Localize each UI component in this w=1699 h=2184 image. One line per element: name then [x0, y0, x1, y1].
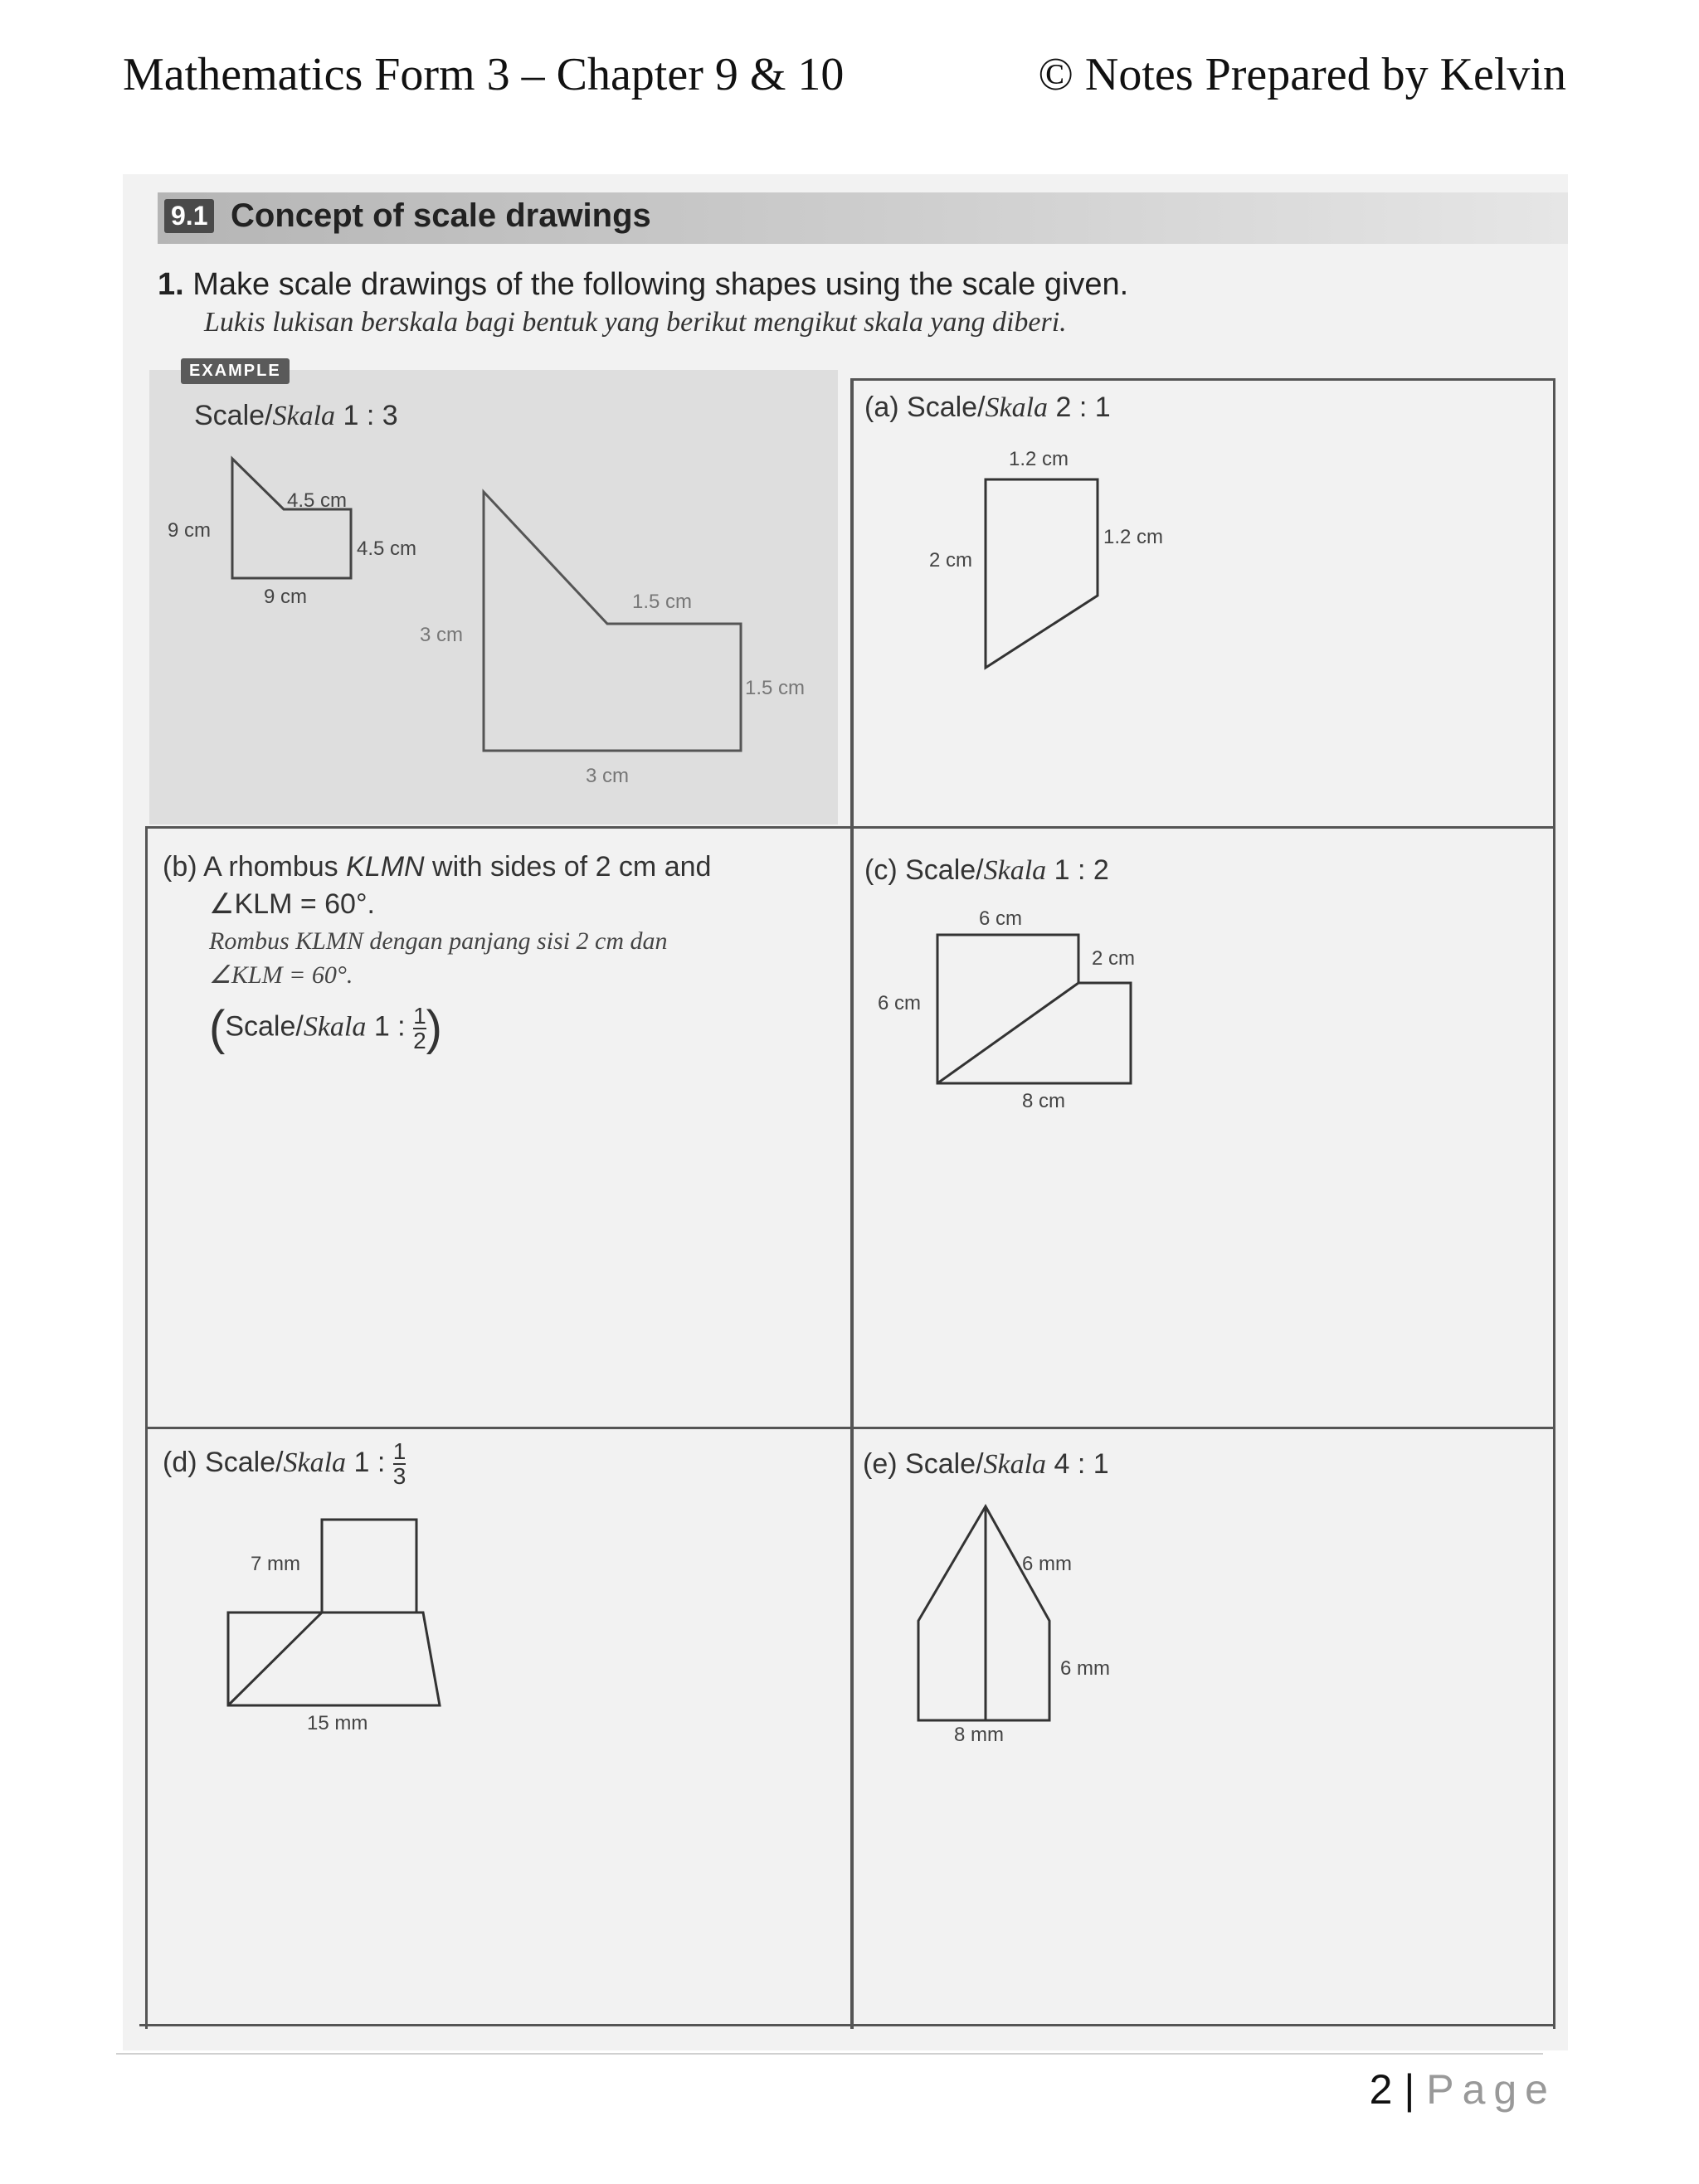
- part-a-top-dim: 1.2 cm: [1009, 448, 1069, 470]
- part-c-heading: (c) Scale/Skala 1 : 2: [864, 854, 1109, 886]
- example-drawn-right: 1.5 cm: [745, 677, 806, 699]
- document-header-title: Mathematics Form 3 – Chapter 9 & 10: [123, 49, 845, 100]
- part-d-side-dim: 7 mm: [251, 1553, 300, 1575]
- question-malay: Lukis lukisan berskala bagi bentuk yang berikut mengikut skala yang diberi.: [204, 307, 1067, 338]
- page-number: 2: [1369, 2066, 1393, 2113]
- part-b-scale: (Scale/Skala 1 : $\frac{1}{2}$ ): [209, 1001, 442, 1055]
- example-original-right: 4.5 cm: [357, 537, 417, 560]
- question-english: 1. Make scale drawings of the following shapes using the scale given.: [158, 267, 1129, 302]
- part-d-heading: (d) Scale/Skala 1 : $\frac{1}{3}$: [163, 1438, 406, 1489]
- example-original-bottom: 9 cm: [264, 586, 308, 608]
- part-d-bottom-dim: 15 mm: [307, 1712, 368, 1734]
- document-header-credit: © Notes Prepared by Kelvin: [1038, 49, 1566, 100]
- part-c-top-dim: 6 cm: [979, 907, 1023, 930]
- footer-rule: [116, 2053, 1543, 2055]
- part-e-side-dim: 6 mm: [1060, 1657, 1110, 1680]
- example-drawn-bottom: 3 cm: [586, 765, 630, 787]
- question-number: 1.: [158, 267, 184, 302]
- page-word: Page: [1426, 2066, 1556, 2113]
- part-c-right-dim: 2 cm: [1092, 947, 1136, 970]
- part-b-angle: ∠KLM = 60°.: [209, 888, 375, 920]
- part-e-slant-dim: 6 mm: [1022, 1553, 1072, 1575]
- example-original-left: 9 cm: [168, 519, 212, 542]
- example-original-slant: 4.5 cm: [287, 489, 348, 512]
- part-b-malay: Rombus KLMN dengan panjang sisi 2 cm dan: [209, 927, 668, 955]
- example-scale-label: Scale/Skala 1 : 3: [194, 400, 398, 431]
- part-e-bottom-dim: 8 mm: [954, 1724, 1004, 1746]
- part-a-heading: (a) Scale/Skala 2 : 1: [864, 392, 1111, 423]
- section-number: 9.1: [164, 199, 214, 233]
- part-a-left-dim: 2 cm: [929, 549, 973, 572]
- page-footer: 2 | Page: [1369, 2066, 1556, 2113]
- part-e-heading: (e) Scale/Skala 4 : 1: [863, 1448, 1109, 1480]
- example-badge: EXAMPLE: [181, 358, 290, 384]
- section-title: Concept of scale drawings: [231, 197, 651, 234]
- example-drawn-left: 3 cm: [420, 624, 464, 646]
- part-a-right-dim: 1.2 cm: [1103, 526, 1164, 548]
- part-b-malay-angle: ∠KLM = 60°.: [209, 961, 353, 989]
- example-drawn-top: 1.5 cm: [632, 591, 693, 613]
- part-c-left-dim: 6 cm: [878, 992, 922, 1014]
- part-b-english: (b) A rhombus KLMN with sides of 2 cm and: [163, 851, 712, 883]
- part-c-bottom-dim: 8 cm: [1022, 1090, 1066, 1112]
